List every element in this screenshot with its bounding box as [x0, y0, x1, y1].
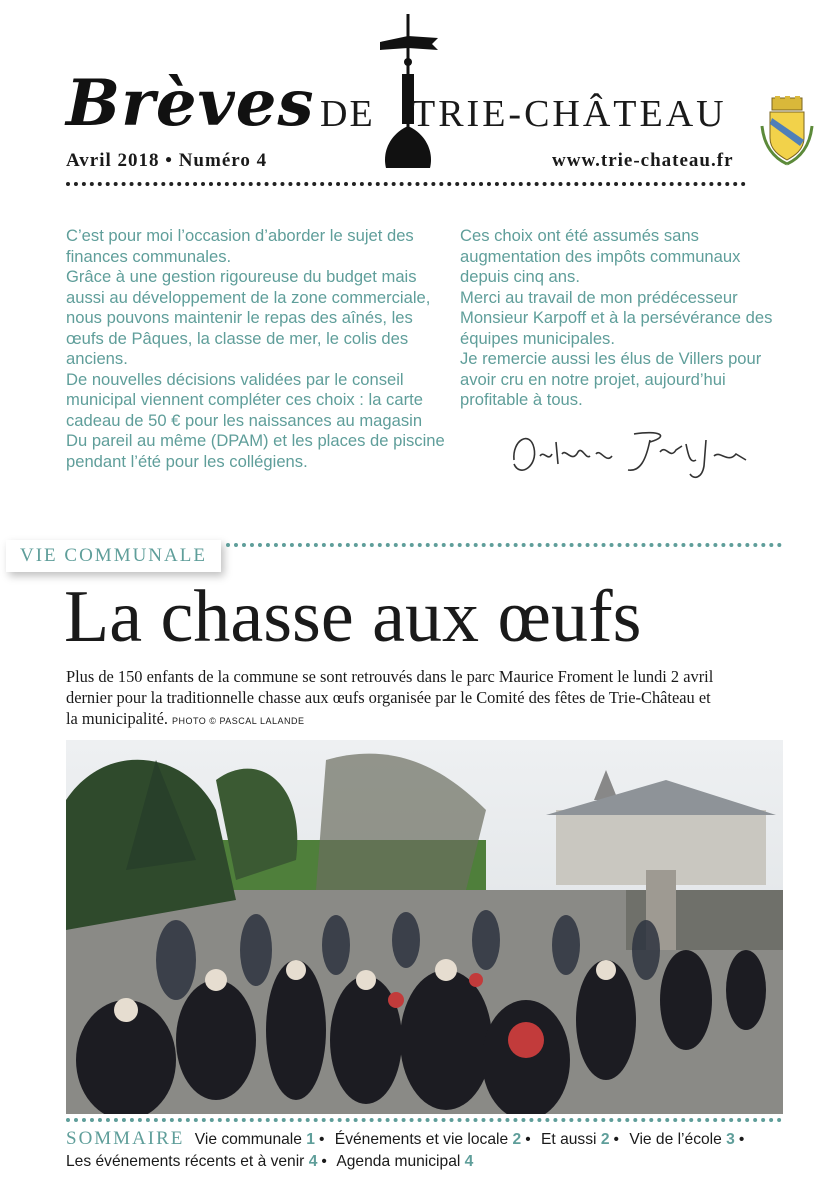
toc-title: SOMMAIRE — [66, 1128, 185, 1149]
section-tab: VIE COMMUNALE — [6, 540, 221, 572]
toc-separator: • — [613, 1131, 619, 1148]
toc-separator: • — [525, 1131, 531, 1148]
toc-item[interactable]: Événements et vie locale 2 — [334, 1131, 522, 1148]
toc-item[interactable]: Vie de l’école 3 — [629, 1131, 735, 1148]
photo-credit: PHOTO © PASCAL LALANDE — [171, 716, 305, 726]
editorial-paragraph: Je remercie aussi les élus de Villers pour avoir cru en notre projet, aujourd’hui profitable à tous. — [460, 349, 762, 409]
coat-of-arms-icon — [760, 96, 814, 166]
article-headline: La chasse aux œufs — [64, 576, 642, 658]
editorial-paragraph: C’est pour moi l’occasion d’aborder le sujet des finances communales. — [66, 226, 414, 266]
editorial-paragraph: Ces choix ont été assumés sans augmentation des impôts communaux depuis cinq ans. — [460, 226, 741, 286]
toc-separator: • — [321, 1153, 327, 1170]
editorial-left-column — [66, 226, 446, 472]
section-divider — [226, 543, 782, 547]
toc-item[interactable]: Les événements récents et à venir 4 — [66, 1153, 318, 1170]
brand-de: DE — [320, 93, 375, 135]
toc-divider — [66, 1118, 782, 1122]
editorial-paragraph: Merci au travail de mon prédécesseur Monsieur Karpoff et à la persévérance des équipes municipales. — [460, 287, 773, 348]
toc-separator: • — [738, 1131, 745, 1148]
mayor-signature — [500, 420, 760, 490]
article-photo — [66, 740, 783, 1114]
table-of-contents — [66, 1128, 786, 1173]
toc-item[interactable]: Agenda municipal 4 — [336, 1153, 474, 1170]
article-lead — [66, 666, 716, 732]
editorial-right-column — [460, 226, 790, 411]
editorial-paragraph: De nouvelles décisions validées par le conseil municipal viennent compléter ces choix : la carte cadeau de 50 € pour les naissances au magasin Du pareil au même (DPAM) et les places de piscine pendant l’été pour les collégiens. — [66, 369, 445, 471]
article-lead-text: Plus de 150 enfants de la commune se sont retrouvés dans le parc Maurice Froment le lundi 2 avril dernier pour la traditionnelle chasse aux œufs organisée par le Comité des fêtes de Trie-Château et la municipalité. — [66, 667, 714, 728]
divider — [66, 182, 746, 186]
brand-script-title: Brèves — [66, 66, 315, 141]
website-link[interactable]: www.trie-chateau.fr — [552, 150, 734, 171]
toc-separator: • — [318, 1131, 325, 1148]
issue-info: Avril 2018 • Numéro 4 — [66, 150, 268, 171]
editorial-paragraph: Grâce à une gestion rigoureuse du budget mais aussi au développement de la zone commerciale, nous pouvons maintenir le repas des aînés, les œufs de Pâques, la classe de mer, le colis des anciens. — [66, 267, 431, 368]
toc-item[interactable]: Et aussi 2 — [541, 1131, 610, 1148]
brand-town: TRIE-CHÂTEAU — [412, 93, 727, 135]
toc-item[interactable]: Vie communale 1 — [194, 1131, 315, 1148]
masthead — [0, 0, 824, 200]
